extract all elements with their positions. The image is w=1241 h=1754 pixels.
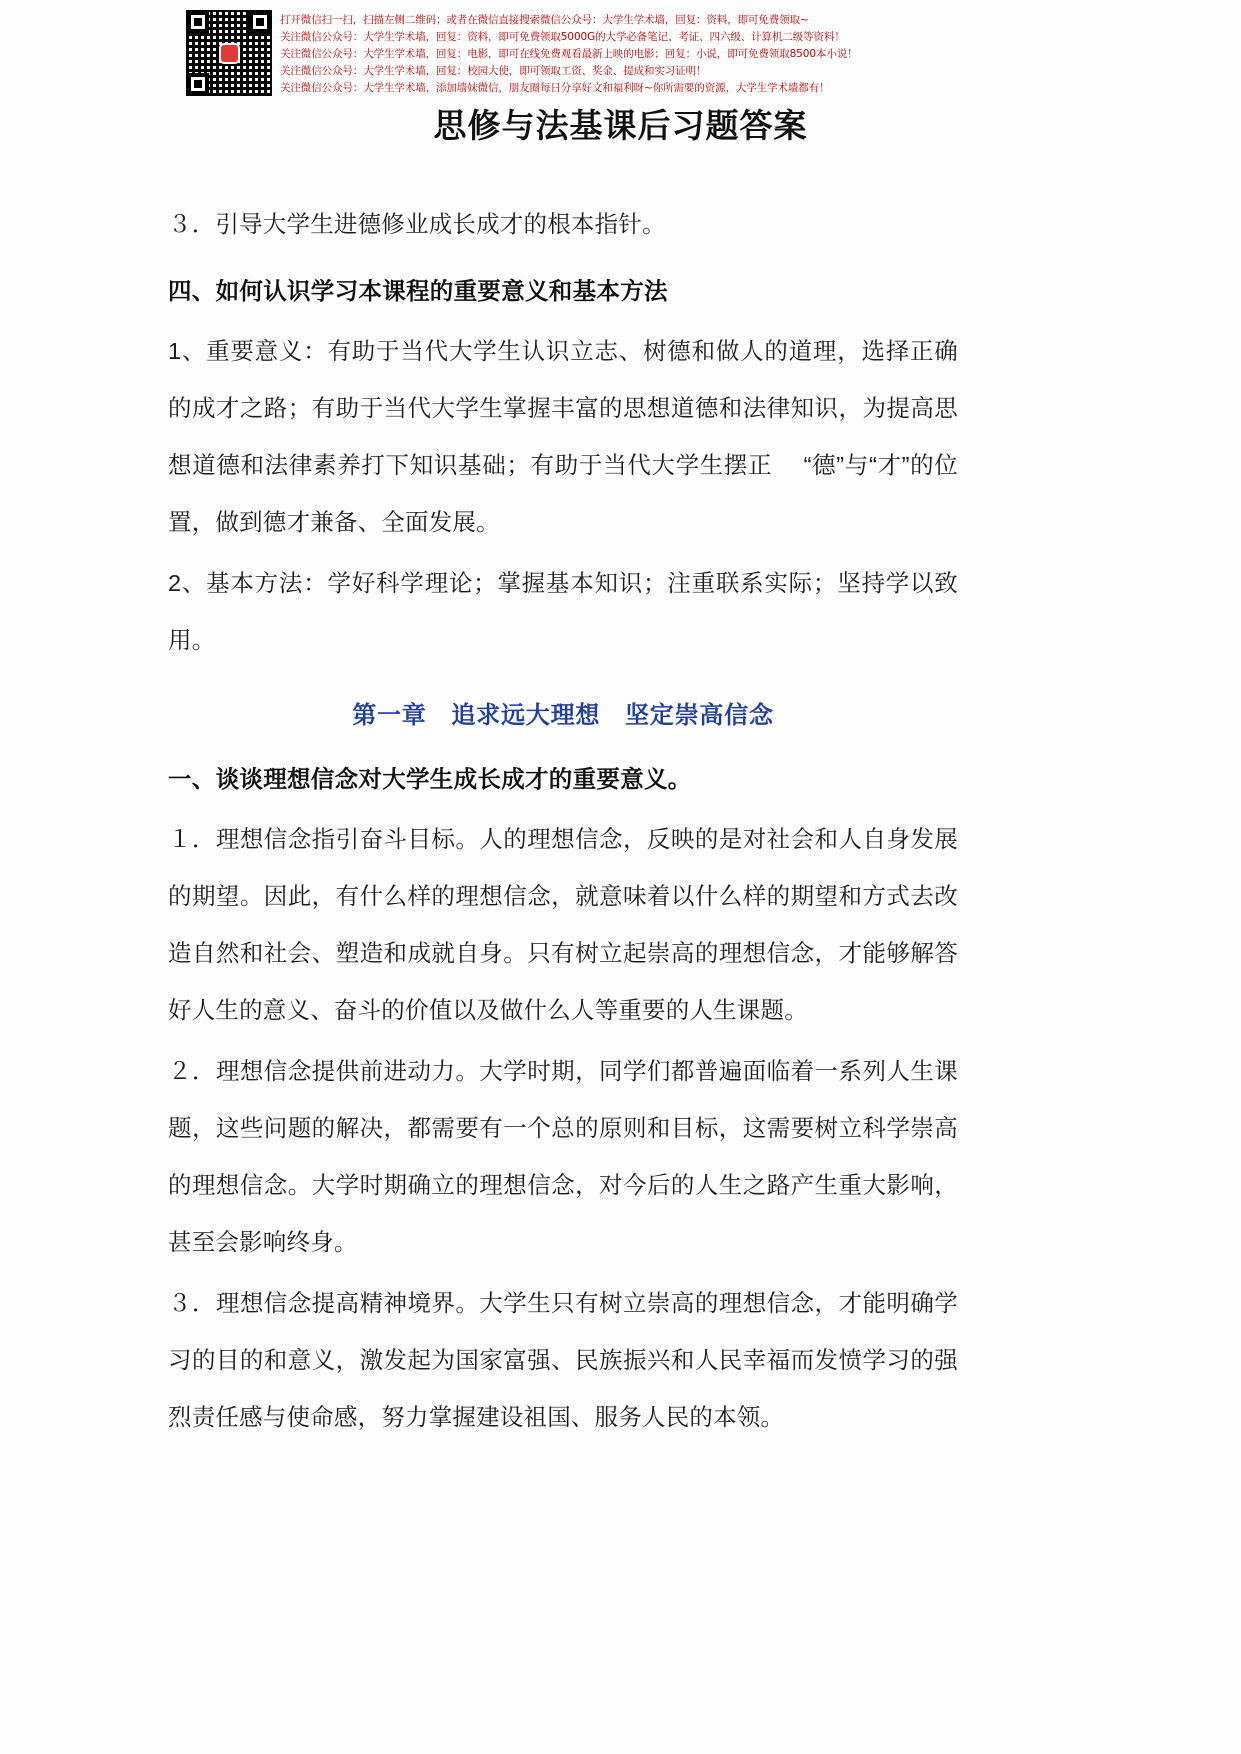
promo-line-3: 关注微信公众号：大学生学术墙，回复：电影，即可在线免费观看最新上映的电影；回复：小说，即可免费领取8500本小说！ <box>280 48 858 60</box>
qr-finder-bottom-left <box>187 73 209 95</box>
qr-code-icon <box>186 10 272 96</box>
promo-banner <box>186 10 858 97</box>
chapter-heading-one: 第一章 追求远大理想 坚定崇高信念 <box>352 702 774 729</box>
qr-finder-top-left <box>187 11 209 33</box>
paragraph-point-2: ２．理想信念提供前进动力。大学时期，同学们都普遍面临着一系列人生课题，这些问题的解决，都需要有一个总的原则和目标，这需要树立科学崇高的理想信念。大学时期确立的理想信念，对今后的人生之路产生重大影响，甚至会影响终身。 <box>168 1058 958 1255</box>
qr-finder-top-right <box>249 11 271 33</box>
paragraph-important-significance: 1、重要意义：有助于当代大学生认识立志、树德和做人的道理，选择正确的成才之路；有助于当代大学生掌握丰富的思想道德和法律知识，为提高思想道德和法律素养打下知识基础；有助于当代大学生摆正 “德”与“才”的位置，做到德才兼备、全面发展。 <box>168 338 958 535</box>
paragraph-item-3-previous: ３．引导大学生进德修业成长成才的根本指针。 <box>168 211 666 237</box>
section-heading-one: 一、谈谈理想信念对大学生成长成才的重要意义。 <box>168 766 692 792</box>
promo-line-5: 关注微信公众号：大学生学术墙，添加墙妹微信，朋友圈每日分享好文和福利呀~你所需要的资源，大学生学术墙都有！ <box>280 82 830 94</box>
qr-center-logo <box>221 45 238 62</box>
document-body <box>168 196 958 1450</box>
promo-line-1: 打开微信扫一扫，扫描左侧二维码；或者在微信直接搜索微信公众号：大学生学术墙，回复：资料，即可免费领取~ <box>280 14 809 26</box>
paragraph-point-1: １．理想信念指引奋斗目标。人的理想信念，反映的是对社会和人自身发展的期望。因此，有什么样的理想信念，就意味着以什么样的期望和方式去改造自然和社会、塑造和成就自身。只有树立起崇高的理想信念，才能够解答好人生的意义、奋斗的价值以及做什么人等重要的人生课题。 <box>168 826 958 1023</box>
paragraph-basic-methods: 2、基本方法：学好科学理论；掌握基本知识；注重联系实际；坚持学以致用。 <box>168 570 958 653</box>
paragraph-point-3: ３．理想信念提高精神境界。大学生只有树立崇高的理想信念，才能明确学习的目的和意义，激发起为国家富强、民族振兴和人民幸福而发愤学习的强烈责任感与使命感，努力掌握建设祖国、服务人民的本领。 <box>168 1290 958 1430</box>
promo-line-4: 关注微信公众号：大学生学术墙，回复：校园大使，即可领取工资、奖金、提成和实习证明！ <box>280 65 707 77</box>
promo-line-2: 关注微信公众号：大学生学术墙，回复：资料，即可免费领取5000G的大学必备笔记、考证、四六级、计算机二级等资料！ <box>280 31 845 43</box>
section-heading-four: 四、如何认识学习本课程的重要意义和基本方法 <box>168 278 668 304</box>
promo-text-block <box>280 10 858 97</box>
document-title: 思修与法基课后习题答案 <box>433 107 808 144</box>
